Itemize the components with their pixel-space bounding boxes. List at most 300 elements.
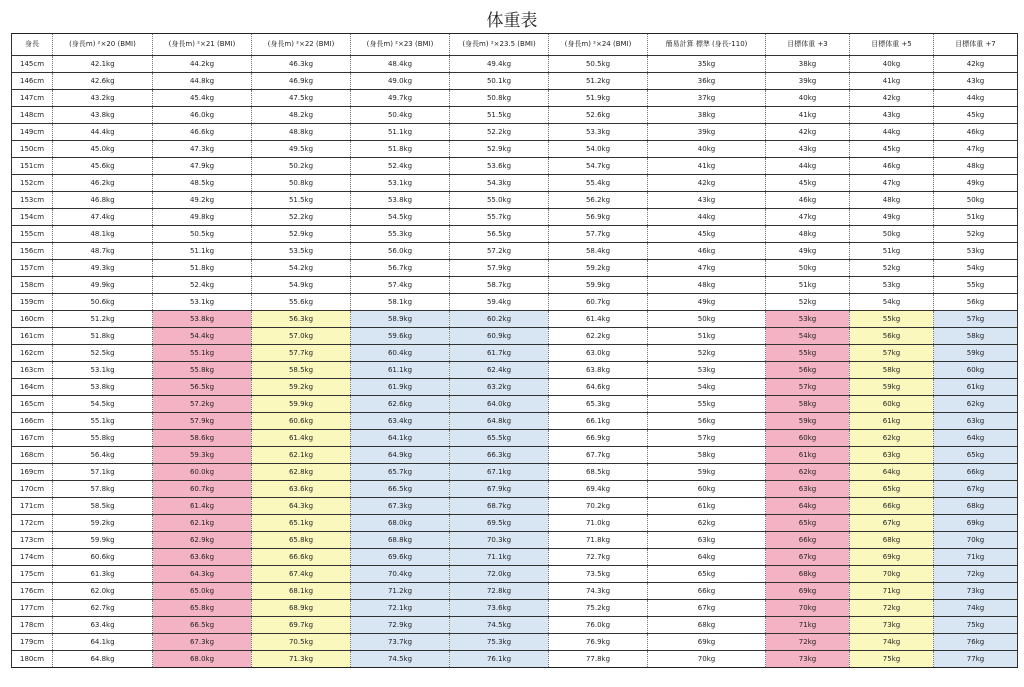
weight-cell: 55kg bbox=[934, 277, 1018, 294]
column-header: 簡易計算 標準 (身長-110) bbox=[648, 34, 766, 56]
height-cell: 172cm bbox=[12, 515, 53, 532]
weight-cell: 71kg bbox=[850, 583, 934, 600]
weight-cell: 68.1kg bbox=[252, 583, 351, 600]
weight-cell: 64.1kg bbox=[53, 634, 153, 651]
weight-cell: 60kg bbox=[934, 362, 1018, 379]
weight-cell: 74.5kg bbox=[450, 617, 549, 634]
weight-cell: 49.7kg bbox=[351, 90, 450, 107]
weight-cell: 49kg bbox=[766, 243, 850, 260]
weight-cell: 60.6kg bbox=[252, 413, 351, 430]
weight-cell: 49kg bbox=[850, 209, 934, 226]
height-cell: 167cm bbox=[12, 430, 53, 447]
weight-cell: 49kg bbox=[934, 175, 1018, 192]
weight-cell: 74kg bbox=[934, 600, 1018, 617]
weight-cell: 71.0kg bbox=[549, 515, 648, 532]
height-cell: 150cm bbox=[12, 141, 53, 158]
weight-cell: 58.4kg bbox=[549, 243, 648, 260]
weight-cell: 70.2kg bbox=[549, 498, 648, 515]
weight-cell: 64.0kg bbox=[450, 396, 549, 413]
weight-cell: 74.3kg bbox=[549, 583, 648, 600]
weight-cell: 45.0kg bbox=[53, 141, 153, 158]
weight-cell: 46kg bbox=[934, 124, 1018, 141]
weight-cell: 60.0kg bbox=[153, 464, 252, 481]
weight-cell: 65.3kg bbox=[549, 396, 648, 413]
weight-cell: 62kg bbox=[766, 464, 850, 481]
weight-cell: 52.4kg bbox=[351, 158, 450, 175]
weight-cell: 45kg bbox=[766, 175, 850, 192]
weight-cell: 43.2kg bbox=[53, 90, 153, 107]
weight-cell: 48kg bbox=[934, 158, 1018, 175]
table-row bbox=[12, 413, 1018, 430]
weight-cell: 53.8kg bbox=[153, 311, 252, 328]
weight-cell: 64kg bbox=[850, 464, 934, 481]
weight-cell: 60.4kg bbox=[351, 345, 450, 362]
table-row bbox=[12, 532, 1018, 549]
weight-cell: 62.1kg bbox=[153, 515, 252, 532]
weight-cell: 70kg bbox=[934, 532, 1018, 549]
height-cell: 154cm bbox=[12, 209, 53, 226]
weight-cell: 49.4kg bbox=[450, 56, 549, 73]
height-cell: 178cm bbox=[12, 617, 53, 634]
height-cell: 151cm bbox=[12, 158, 53, 175]
weight-cell: 35kg bbox=[648, 56, 766, 73]
weight-cell: 44kg bbox=[934, 90, 1018, 107]
weight-cell: 48.4kg bbox=[351, 56, 450, 73]
weight-cell: 38kg bbox=[648, 107, 766, 124]
weight-cell: 51.1kg bbox=[351, 124, 450, 141]
column-header: 目標体重 +5 bbox=[850, 34, 934, 56]
weight-cell: 70kg bbox=[766, 600, 850, 617]
weight-cell: 48.5kg bbox=[153, 175, 252, 192]
weight-cell: 69.4kg bbox=[549, 481, 648, 498]
table-row bbox=[12, 56, 1018, 73]
table-row bbox=[12, 192, 1018, 209]
height-cell: 163cm bbox=[12, 362, 53, 379]
weight-cell: 58.6kg bbox=[153, 430, 252, 447]
height-cell: 157cm bbox=[12, 260, 53, 277]
weight-cell: 59.6kg bbox=[351, 328, 450, 345]
weight-cell: 62kg bbox=[648, 515, 766, 532]
weight-cell: 49kg bbox=[648, 294, 766, 311]
weight-cell: 67kg bbox=[766, 549, 850, 566]
height-cell: 174cm bbox=[12, 549, 53, 566]
weight-cell: 57kg bbox=[850, 345, 934, 362]
weight-cell: 52.9kg bbox=[252, 226, 351, 243]
weight-cell: 53kg bbox=[766, 311, 850, 328]
weight-cell: 50.4kg bbox=[351, 107, 450, 124]
table-row bbox=[12, 175, 1018, 192]
weight-cell: 54.5kg bbox=[53, 396, 153, 413]
weight-cell: 50.8kg bbox=[450, 90, 549, 107]
weight-cell: 66.6kg bbox=[252, 549, 351, 566]
weight-cell: 52kg bbox=[648, 345, 766, 362]
weight-cell: 64kg bbox=[934, 430, 1018, 447]
weight-cell: 72kg bbox=[934, 566, 1018, 583]
weight-cell: 53.6kg bbox=[450, 158, 549, 175]
weight-cell: 51.8kg bbox=[53, 328, 153, 345]
weight-cell: 54kg bbox=[850, 294, 934, 311]
weight-cell: 50kg bbox=[766, 260, 850, 277]
height-cell: 165cm bbox=[12, 396, 53, 413]
weight-cell: 66.3kg bbox=[450, 447, 549, 464]
height-cell: 170cm bbox=[12, 481, 53, 498]
weight-cell: 46kg bbox=[850, 158, 934, 175]
weight-cell: 59.2kg bbox=[549, 260, 648, 277]
height-cell: 162cm bbox=[12, 345, 53, 362]
weight-cell: 45kg bbox=[850, 141, 934, 158]
column-header: 目標体重 +3 bbox=[766, 34, 850, 56]
weight-cell: 69.7kg bbox=[252, 617, 351, 634]
weight-cell: 54.2kg bbox=[252, 260, 351, 277]
weight-cell: 49.5kg bbox=[252, 141, 351, 158]
weight-cell: 66.5kg bbox=[153, 617, 252, 634]
weight-cell: 50.8kg bbox=[252, 175, 351, 192]
weight-table bbox=[11, 33, 1018, 668]
weight-cell: 68.8kg bbox=[351, 532, 450, 549]
weight-cell: 62kg bbox=[850, 430, 934, 447]
weight-cell: 65.8kg bbox=[252, 532, 351, 549]
weight-cell: 49.8kg bbox=[153, 209, 252, 226]
weight-cell: 56.9kg bbox=[549, 209, 648, 226]
weight-cell: 69.5kg bbox=[450, 515, 549, 532]
header-row bbox=[12, 34, 1018, 56]
table-row bbox=[12, 515, 1018, 532]
weight-cell: 68.0kg bbox=[153, 651, 252, 668]
weight-cell: 65.0kg bbox=[153, 583, 252, 600]
weight-cell: 45.4kg bbox=[153, 90, 252, 107]
weight-cell: 68.5kg bbox=[549, 464, 648, 481]
weight-cell: 72.0kg bbox=[450, 566, 549, 583]
weight-cell: 46.3kg bbox=[252, 56, 351, 73]
weight-cell: 45kg bbox=[934, 107, 1018, 124]
height-cell: 159cm bbox=[12, 294, 53, 311]
table-row bbox=[12, 124, 1018, 141]
weight-cell: 61kg bbox=[850, 413, 934, 430]
weight-cell: 44.4kg bbox=[53, 124, 153, 141]
weight-cell: 58.5kg bbox=[53, 498, 153, 515]
table-row bbox=[12, 141, 1018, 158]
weight-cell: 45kg bbox=[648, 226, 766, 243]
weight-cell: 44.8kg bbox=[153, 73, 252, 90]
weight-cell: 56kg bbox=[648, 413, 766, 430]
table-row bbox=[12, 566, 1018, 583]
table-row bbox=[12, 464, 1018, 481]
weight-cell: 61.7kg bbox=[450, 345, 549, 362]
weight-cell: 70.3kg bbox=[450, 532, 549, 549]
weight-cell: 56kg bbox=[850, 328, 934, 345]
weight-cell: 65.8kg bbox=[153, 600, 252, 617]
table-row bbox=[12, 634, 1018, 651]
weight-cell: 56.4kg bbox=[53, 447, 153, 464]
weight-cell: 60.7kg bbox=[549, 294, 648, 311]
weight-cell: 64.3kg bbox=[252, 498, 351, 515]
weight-cell: 59.9kg bbox=[252, 396, 351, 413]
weight-cell: 48.7kg bbox=[53, 243, 153, 260]
weight-cell: 74kg bbox=[850, 634, 934, 651]
weight-cell: 70.5kg bbox=[252, 634, 351, 651]
weight-cell: 55.6kg bbox=[252, 294, 351, 311]
weight-cell: 50kg bbox=[648, 311, 766, 328]
weight-cell: 59.4kg bbox=[450, 294, 549, 311]
weight-cell: 66kg bbox=[850, 498, 934, 515]
table-row bbox=[12, 345, 1018, 362]
weight-cell: 71.1kg bbox=[450, 549, 549, 566]
weight-cell: 42.6kg bbox=[53, 73, 153, 90]
weight-cell: 47.5kg bbox=[252, 90, 351, 107]
weight-cell: 48.1kg bbox=[53, 226, 153, 243]
weight-cell: 56kg bbox=[766, 362, 850, 379]
weight-cell: 55.3kg bbox=[351, 226, 450, 243]
weight-cell: 61kg bbox=[648, 498, 766, 515]
table-row bbox=[12, 243, 1018, 260]
weight-cell: 67.3kg bbox=[351, 498, 450, 515]
weight-cell: 57.1kg bbox=[53, 464, 153, 481]
height-cell: 160cm bbox=[12, 311, 53, 328]
weight-cell: 64kg bbox=[766, 498, 850, 515]
weight-cell: 47.3kg bbox=[153, 141, 252, 158]
weight-cell: 62.4kg bbox=[450, 362, 549, 379]
weight-cell: 44.2kg bbox=[153, 56, 252, 73]
table-row bbox=[12, 362, 1018, 379]
height-cell: 145cm bbox=[12, 56, 53, 73]
weight-cell: 63.0kg bbox=[549, 345, 648, 362]
weight-cell: 59kg bbox=[766, 413, 850, 430]
weight-cell: 73.5kg bbox=[549, 566, 648, 583]
weight-cell: 54kg bbox=[648, 379, 766, 396]
height-cell: 146cm bbox=[12, 73, 53, 90]
weight-cell: 69kg bbox=[766, 583, 850, 600]
weight-cell: 50.6kg bbox=[53, 294, 153, 311]
weight-cell: 55kg bbox=[648, 396, 766, 413]
table-row bbox=[12, 311, 1018, 328]
table-row bbox=[12, 277, 1018, 294]
table-row bbox=[12, 379, 1018, 396]
weight-cell: 55.7kg bbox=[450, 209, 549, 226]
weight-cell: 57.7kg bbox=[252, 345, 351, 362]
weight-cell: 51.8kg bbox=[351, 141, 450, 158]
weight-cell: 61.4kg bbox=[153, 498, 252, 515]
table-row bbox=[12, 447, 1018, 464]
weight-cell: 66.5kg bbox=[351, 481, 450, 498]
weight-cell: 54.9kg bbox=[252, 277, 351, 294]
table-row bbox=[12, 583, 1018, 600]
weight-cell: 68.9kg bbox=[252, 600, 351, 617]
weight-cell: 72kg bbox=[850, 600, 934, 617]
weight-cell: 60.2kg bbox=[450, 311, 549, 328]
weight-cell: 40kg bbox=[850, 56, 934, 73]
weight-cell: 41kg bbox=[648, 158, 766, 175]
weight-cell: 76.9kg bbox=[549, 634, 648, 651]
height-cell: 180cm bbox=[12, 651, 53, 668]
weight-cell: 62.6kg bbox=[351, 396, 450, 413]
weight-cell: 63kg bbox=[934, 413, 1018, 430]
table-row bbox=[12, 294, 1018, 311]
weight-cell: 44kg bbox=[648, 209, 766, 226]
height-cell: 169cm bbox=[12, 464, 53, 481]
weight-cell: 54.0kg bbox=[549, 141, 648, 158]
weight-cell: 70.4kg bbox=[351, 566, 450, 583]
weight-cell: 42kg bbox=[766, 124, 850, 141]
weight-cell: 70kg bbox=[648, 651, 766, 668]
weight-cell: 46.6kg bbox=[153, 124, 252, 141]
weight-cell: 51.5kg bbox=[450, 107, 549, 124]
weight-cell: 48.8kg bbox=[252, 124, 351, 141]
weight-cell: 60kg bbox=[766, 430, 850, 447]
weight-cell: 57.2kg bbox=[153, 396, 252, 413]
weight-cell: 52.2kg bbox=[252, 209, 351, 226]
weight-cell: 63.4kg bbox=[351, 413, 450, 430]
table-row bbox=[12, 600, 1018, 617]
weight-cell: 63.8kg bbox=[549, 362, 648, 379]
column-header: (身長m) ²×24 (BMI) bbox=[549, 34, 648, 56]
weight-cell: 55.0kg bbox=[450, 192, 549, 209]
height-cell: 177cm bbox=[12, 600, 53, 617]
weight-cell: 67.7kg bbox=[549, 447, 648, 464]
weight-cell: 75kg bbox=[934, 617, 1018, 634]
table-row bbox=[12, 498, 1018, 515]
weight-cell: 57kg bbox=[766, 379, 850, 396]
weight-cell: 51kg bbox=[766, 277, 850, 294]
weight-cell: 67.3kg bbox=[153, 634, 252, 651]
weight-cell: 63kg bbox=[850, 447, 934, 464]
table-body bbox=[12, 56, 1018, 668]
weight-cell: 56kg bbox=[934, 294, 1018, 311]
weight-cell: 75kg bbox=[850, 651, 934, 668]
weight-cell: 54.4kg bbox=[153, 328, 252, 345]
height-cell: 156cm bbox=[12, 243, 53, 260]
weight-cell: 74.5kg bbox=[351, 651, 450, 668]
weight-cell: 50.1kg bbox=[450, 73, 549, 90]
weight-cell: 54.3kg bbox=[450, 175, 549, 192]
weight-cell: 60.7kg bbox=[153, 481, 252, 498]
weight-cell: 58kg bbox=[766, 396, 850, 413]
height-cell: 164cm bbox=[12, 379, 53, 396]
weight-cell: 57.0kg bbox=[252, 328, 351, 345]
weight-cell: 48.2kg bbox=[252, 107, 351, 124]
weight-cell: 51.2kg bbox=[53, 311, 153, 328]
weight-cell: 52.2kg bbox=[450, 124, 549, 141]
weight-cell: 66.9kg bbox=[549, 430, 648, 447]
weight-cell: 68kg bbox=[850, 532, 934, 549]
weight-cell: 71kg bbox=[766, 617, 850, 634]
weight-cell: 39kg bbox=[648, 124, 766, 141]
weight-cell: 52.4kg bbox=[153, 277, 252, 294]
table-row bbox=[12, 260, 1018, 277]
table-row bbox=[12, 617, 1018, 634]
weight-cell: 53kg bbox=[850, 277, 934, 294]
weight-cell: 46.9kg bbox=[252, 73, 351, 90]
weight-cell: 50.5kg bbox=[549, 56, 648, 73]
weight-cell: 48kg bbox=[766, 226, 850, 243]
weight-cell: 67kg bbox=[934, 481, 1018, 498]
weight-cell: 49.9kg bbox=[53, 277, 153, 294]
weight-cell: 52kg bbox=[850, 260, 934, 277]
weight-cell: 63kg bbox=[648, 532, 766, 549]
weight-cell: 49.0kg bbox=[351, 73, 450, 90]
weight-cell: 60.9kg bbox=[450, 328, 549, 345]
weight-cell: 61.4kg bbox=[252, 430, 351, 447]
weight-cell: 65kg bbox=[934, 447, 1018, 464]
weight-cell: 53.8kg bbox=[351, 192, 450, 209]
column-header: 身長 bbox=[12, 34, 53, 56]
weight-cell: 71.3kg bbox=[252, 651, 351, 668]
height-cell: 158cm bbox=[12, 277, 53, 294]
weight-cell: 46kg bbox=[648, 243, 766, 260]
weight-cell: 43kg bbox=[934, 73, 1018, 90]
weight-cell: 77kg bbox=[934, 651, 1018, 668]
weight-cell: 57.9kg bbox=[153, 413, 252, 430]
weight-cell: 75.2kg bbox=[549, 600, 648, 617]
weight-cell: 53kg bbox=[934, 243, 1018, 260]
weight-cell: 46kg bbox=[766, 192, 850, 209]
weight-cell: 53.1kg bbox=[153, 294, 252, 311]
weight-cell: 57.9kg bbox=[450, 260, 549, 277]
weight-cell: 58.1kg bbox=[351, 294, 450, 311]
height-cell: 152cm bbox=[12, 175, 53, 192]
weight-cell: 66.1kg bbox=[549, 413, 648, 430]
weight-cell: 61.3kg bbox=[53, 566, 153, 583]
weight-cell: 51.2kg bbox=[549, 73, 648, 90]
column-header: (身長m) ²×23 (BMI) bbox=[351, 34, 450, 56]
weight-cell: 56.5kg bbox=[153, 379, 252, 396]
weight-cell: 50.2kg bbox=[252, 158, 351, 175]
weight-cell: 66kg bbox=[934, 464, 1018, 481]
weight-cell: 51kg bbox=[648, 328, 766, 345]
column-header: (身長m) ²×23.5 (BMI) bbox=[450, 34, 549, 56]
weight-cell: 46.8kg bbox=[53, 192, 153, 209]
weight-cell: 59.2kg bbox=[53, 515, 153, 532]
weight-cell: 73kg bbox=[850, 617, 934, 634]
weight-cell: 58.7kg bbox=[450, 277, 549, 294]
weight-cell: 45.6kg bbox=[53, 158, 153, 175]
weight-cell: 56.7kg bbox=[351, 260, 450, 277]
table-row bbox=[12, 209, 1018, 226]
column-header: (身長m) ²×20 (BMI) bbox=[53, 34, 153, 56]
weight-cell: 59kg bbox=[934, 345, 1018, 362]
weight-cell: 67.4kg bbox=[252, 566, 351, 583]
weight-cell: 47kg bbox=[850, 175, 934, 192]
height-cell: 153cm bbox=[12, 192, 53, 209]
weight-cell: 42kg bbox=[648, 175, 766, 192]
weight-cell: 57kg bbox=[934, 311, 1018, 328]
weight-cell: 72.7kg bbox=[549, 549, 648, 566]
weight-cell: 73.6kg bbox=[450, 600, 549, 617]
weight-cell: 73kg bbox=[934, 583, 1018, 600]
weight-cell: 59.2kg bbox=[252, 379, 351, 396]
weight-cell: 59.9kg bbox=[53, 532, 153, 549]
weight-cell: 61kg bbox=[766, 447, 850, 464]
weight-cell: 64.8kg bbox=[450, 413, 549, 430]
weight-cell: 68kg bbox=[766, 566, 850, 583]
weight-cell: 61.4kg bbox=[549, 311, 648, 328]
weight-cell: 39kg bbox=[766, 73, 850, 90]
weight-cell: 67kg bbox=[648, 600, 766, 617]
column-header: 目標体重 +7 bbox=[934, 34, 1018, 56]
table-row bbox=[12, 481, 1018, 498]
weight-cell: 50kg bbox=[934, 192, 1018, 209]
height-cell: 161cm bbox=[12, 328, 53, 345]
weight-cell: 40kg bbox=[648, 141, 766, 158]
table-row bbox=[12, 328, 1018, 345]
weight-cell: 68kg bbox=[934, 498, 1018, 515]
weight-cell: 52kg bbox=[766, 294, 850, 311]
weight-cell: 53.1kg bbox=[53, 362, 153, 379]
weight-cell: 49.2kg bbox=[153, 192, 252, 209]
weight-cell: 55.4kg bbox=[549, 175, 648, 192]
weight-cell: 62.7kg bbox=[53, 600, 153, 617]
height-cell: 179cm bbox=[12, 634, 53, 651]
table-row bbox=[12, 651, 1018, 668]
